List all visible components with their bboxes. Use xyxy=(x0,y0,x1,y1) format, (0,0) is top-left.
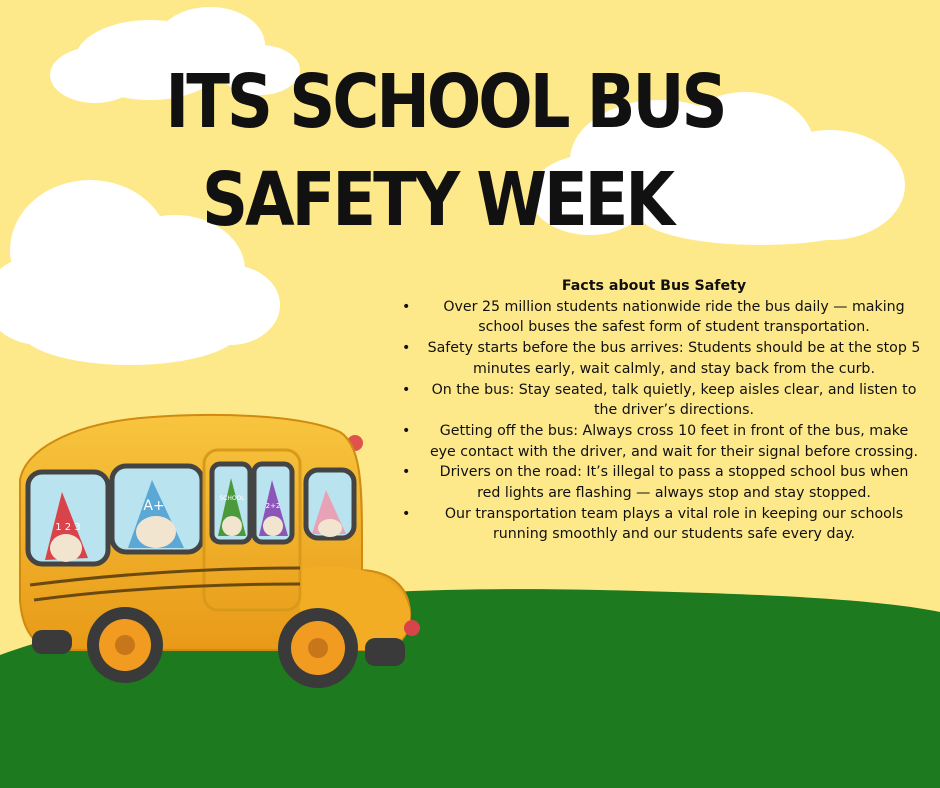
title-line-2: SAFETY WEEK xyxy=(202,158,672,244)
front-wheel xyxy=(278,608,358,688)
fact-item xyxy=(392,504,922,545)
gnome-1-label: 1 2 3 xyxy=(55,522,81,533)
rear-wheel xyxy=(87,607,163,683)
gnome-3-label: SCHOOL xyxy=(219,495,245,502)
facts-list xyxy=(392,297,922,545)
fact-text: On the bus: Stay seated, talk quietly, keep aisles clear, and listen to the driver’s directions. xyxy=(431,381,917,419)
bullet-icon: • xyxy=(402,381,411,398)
fact-text: Safety starts before the bus arrives: Students should be at the stop 5 minutes early, wait calmly, and stay back from the curb. xyxy=(427,340,921,377)
gnome-4-label: 2+2 xyxy=(265,502,281,510)
fact-text: Over 25 million students nationwide ride the bus daily — making school buses the safest form of student transportation. xyxy=(443,298,905,336)
fact-item xyxy=(392,297,922,338)
bullet-icon: • xyxy=(402,298,411,315)
front-light xyxy=(404,620,420,636)
facts-heading: Facts about Bus Safety xyxy=(561,278,747,294)
title-line-1: ITS SCHOOL BUS xyxy=(165,60,725,146)
bullet-icon: • xyxy=(402,464,411,481)
fact-text: Drivers on the road: It’s illegal to pass a stopped school bus when red lights are flashing — always stop and stay stopped. xyxy=(439,464,909,502)
rear-bumper xyxy=(32,630,72,654)
facts-section xyxy=(392,276,922,545)
fact-item xyxy=(392,338,922,379)
bullet-icon: • xyxy=(402,505,411,522)
fact-text: Our transportation team plays a vital role in keeping our schools running smoothly and our students safe every day. xyxy=(444,505,904,543)
fact-text: Getting off the bus: Always cross 10 feet in front of the bus, make eye contact with the driver, and wait for their signal before crossing. xyxy=(429,422,919,460)
fact-item xyxy=(392,421,922,462)
fact-item xyxy=(392,380,922,421)
front-bumper xyxy=(365,638,405,666)
fact-item xyxy=(392,462,922,503)
bullet-icon: • xyxy=(402,422,411,439)
gnome-2-label: A+ xyxy=(143,498,165,514)
bullet-icon: • xyxy=(402,340,411,357)
